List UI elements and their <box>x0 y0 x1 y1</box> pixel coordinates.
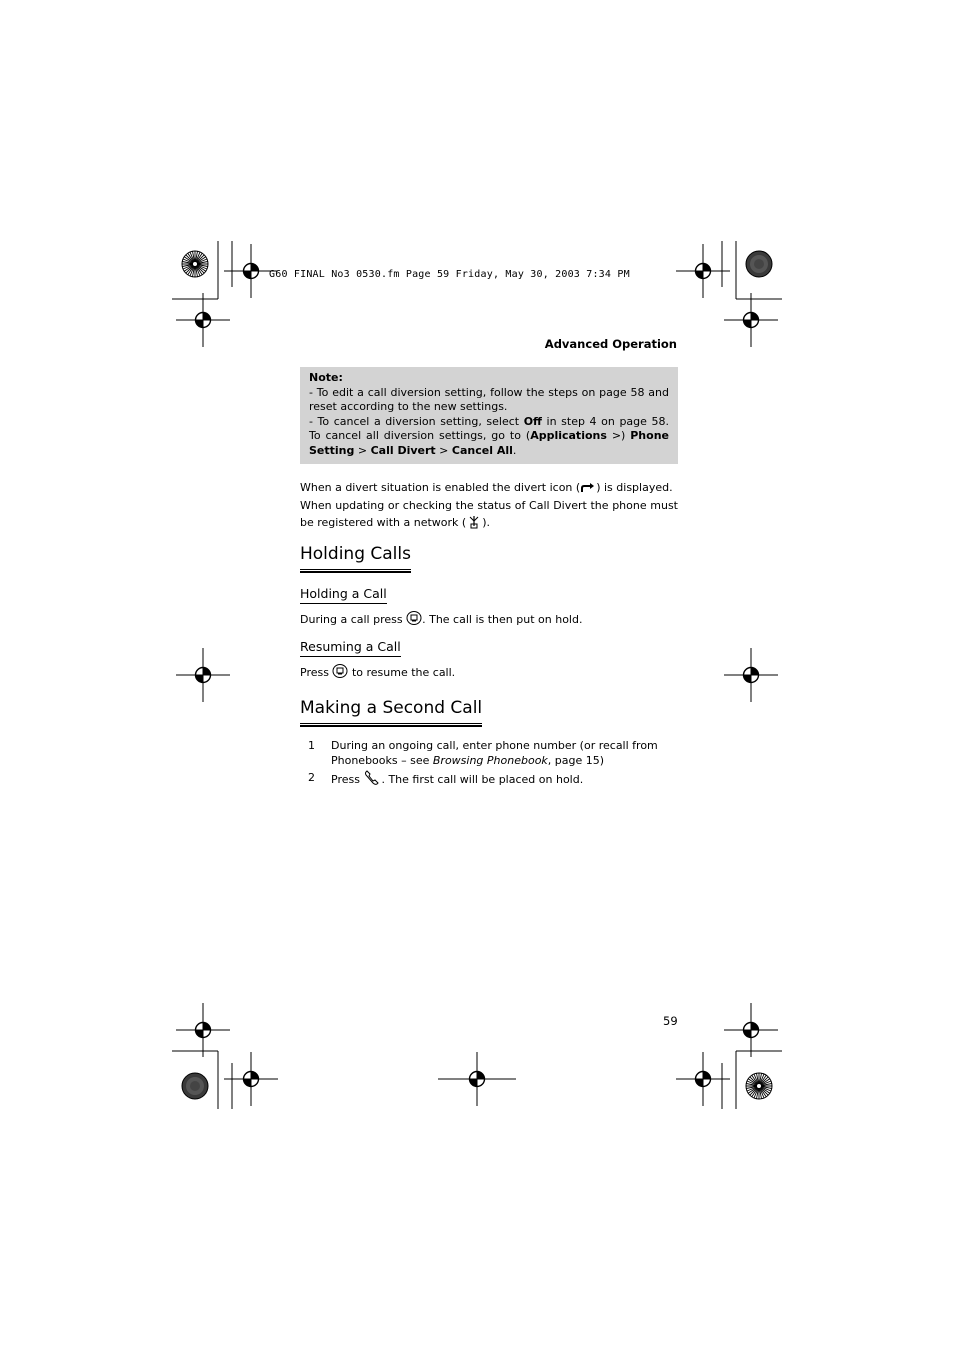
file-header: G60 FINAL No3 0530.fm Page 59 Friday, May 30, 2003 7:34 PM <box>269 269 630 280</box>
hold-key-icon <box>332 663 348 684</box>
heading-holding-calls: Holding Calls <box>300 544 411 567</box>
hold-key-icon <box>406 610 422 631</box>
holding-a-call-text: During a call press . The call is then put on hold. <box>300 610 678 631</box>
divert-line-2: When updating or checking the status of Call Divert the phone must be registered with a network ( ). <box>300 499 678 534</box>
network-antenna-icon <box>466 513 482 534</box>
divert-arrow-icon <box>580 482 596 499</box>
page-number: 59 <box>663 1014 678 1028</box>
divert-line-1: When a divert situation is enabled the divert icon ( ) is displayed. <box>300 481 678 499</box>
subheading-resuming-a-call: Resuming a Call <box>300 639 401 657</box>
heading-making-a-second-call: Making a Second Call <box>300 698 482 721</box>
list-item: 1 During an ongoing call, enter phone number (or recall from Phonebooks – see Browsing Phonebook, page 15) <box>308 739 658 767</box>
note-line-1: - To edit a call diversion setting, follow the steps on page 58 and reset according to the new settings. <box>309 385 669 413</box>
send-key-icon <box>363 770 381 790</box>
note-box <box>300 367 678 464</box>
resuming-a-call-text: Press to resume the call. <box>300 663 678 684</box>
divert-paragraph <box>300 481 678 534</box>
subheading-holding-a-call: Holding a Call <box>300 586 387 604</box>
running-head: Advanced Operation <box>544 337 677 351</box>
note-line-2: - To cancel a diversion setting, select Off in step 4 on page 58. To cancel all diversion settings, go to (Applications >) Phone Setting > Call Divert > Cancel All. <box>309 414 669 457</box>
note-title: Note: <box>309 371 343 384</box>
list-item: 2 Press . The first call will be placed on hold. <box>300 770 680 790</box>
